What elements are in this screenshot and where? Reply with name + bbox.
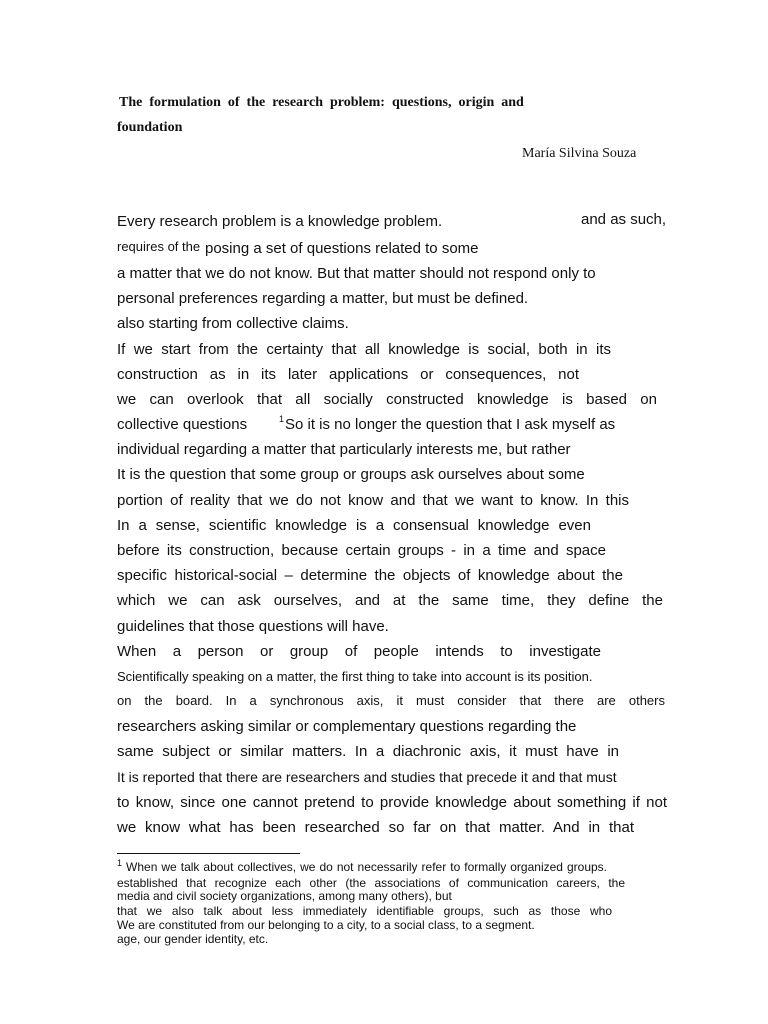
body-line-8: we can overlook that all socially constructed knowledge is based on [117, 391, 657, 408]
title-line-2: foundation [117, 120, 183, 135]
title-line-1: The formulation of the research problem: questions, origin and [119, 95, 524, 110]
body-line-9b: So it is no longer the question that I ask myself as [285, 416, 616, 433]
body-line-21: researchers asking similar or complementary questions regarding the [117, 718, 577, 735]
body-line-20: on the board. In a synchronous axis, it must consider that there are others [117, 693, 665, 708]
body-line-17: guidelines that those questions will have. [117, 618, 389, 635]
footnote-line-3: media and civil society organizations, among many others), but [117, 889, 452, 903]
body-line-22: same subject or similar matters. In a diachronic axis, it must have in [117, 743, 619, 760]
footnote-line-1 [117, 860, 607, 874]
body-line-13: In a sense, scientific knowledge is a consensual knowledge even [117, 517, 591, 534]
body-line-11: It is the question that some group or groups ask ourselves about some [117, 466, 585, 483]
body-line-19: Scientifically speaking on a matter, the first thing to take into account is its position. [117, 669, 593, 684]
body-line-2a: requires of the [117, 239, 201, 254]
body-line-1b: and as such, [581, 211, 667, 228]
footnote-line-1-text: When we talk about collectives, we do not necessarily refer to formally organized groups. [126, 860, 607, 874]
body-line-3: a matter that we do not know. But that matter should not respond only to [117, 265, 596, 282]
footnote-line-6: age, our gender identity, etc. [117, 932, 269, 946]
footnote-line-2: established that recognize each other (the associations of communication careers, the [117, 876, 625, 890]
footnote-line-5: We are constituted from our belonging to a city, to a social class, to a segment. [117, 918, 535, 932]
body-line-6: If we start from the certainty that all knowledge is social, both in its [117, 341, 611, 358]
body-line-23: It is reported that there are researchers and studies that precede it and that must [117, 769, 617, 785]
body-line-1a: Every research problem is a knowledge problem. [117, 213, 443, 230]
footnote-line-4: that we also talk about less immediately identifiable groups, such as those who [117, 904, 612, 918]
body-line-16: which we can ask ourselves, and at the same time, they define the [117, 592, 663, 609]
body-line-15: specific historical-social – determine the objects of knowledge about the [117, 567, 623, 584]
body-line-25: we know what has been researched so far on that matter. And in that [117, 819, 634, 836]
body-line-24: to know, since one cannot pretend to provide knowledge about something if not [117, 794, 667, 811]
body-line-14: before its construction, because certain groups - in a time and space [117, 542, 606, 559]
body-line-2b: posing a set of questions related to some [205, 240, 479, 257]
footnote-ref-1: 1 [279, 414, 285, 424]
footnote-separator [117, 853, 300, 854]
body-line-18: When a person or group of people intends to investigate [117, 643, 601, 660]
body-line-7: construction as in its later applications or consequences, not [117, 366, 579, 383]
body-line-4: personal preferences regarding a matter, but must be defined. [117, 290, 529, 307]
body-line-12: portion of reality that we do not know and that we want to know. In this [117, 492, 629, 509]
footnote-mark: 1 [117, 858, 123, 868]
body-line-10: individual regarding a matter that particularly interests me, but rather [117, 441, 571, 458]
author-name: María Silvina Souza [522, 146, 637, 161]
body-line-9a: collective questions [117, 416, 248, 433]
body-line-5: also starting from collective claims. [117, 315, 349, 332]
